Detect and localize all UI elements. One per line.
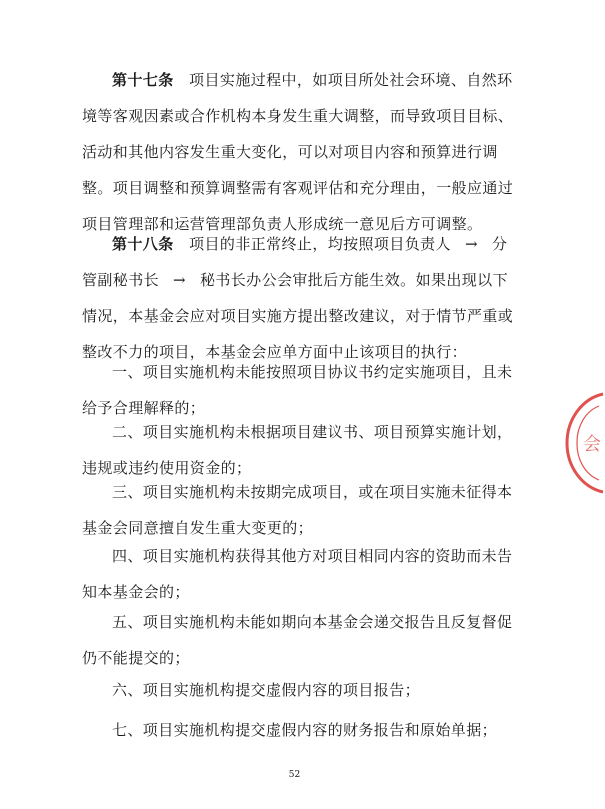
article-18-text-3: 管副秘书长 xyxy=(82,271,160,289)
article-18-text-4: 秘书长办公会审批后方能生效。如果出现以下 xyxy=(199,271,508,289)
article-17-line-3: 活动和其他内容发生重大变化，可以对项目内容和预算进行调 xyxy=(82,143,498,161)
item-7-line-1: 七、项目实施机构提交虚假内容的财务报告和原始单据； xyxy=(112,721,498,739)
article-17-line-5: 项目管理部和运营管理部负责人形成统一意见后方可调整。 xyxy=(82,215,483,233)
item-3-line-1: 三、项目实施机构未按期完成项目，或在项目实施未征得本 xyxy=(112,483,513,501)
article-17-heading: 第十七条 xyxy=(112,71,174,89)
item-1-line-1: 一、项目实施机构未能按照项目协议书约定实施项目，且未 xyxy=(112,363,513,381)
article-18-heading: 第十八条 xyxy=(112,235,174,253)
arrow-icon: → xyxy=(173,271,186,289)
item-4-line-2: 知本基金会的； xyxy=(82,583,190,601)
item-6 xyxy=(82,672,512,708)
article-18-text-1: 项目的非正常终止，均按照项目负责人 xyxy=(189,235,451,253)
item-6-line-1: 六、项目实施机构提交虚假内容的项目报告； xyxy=(112,681,421,699)
item-5-line-1: 五、项目实施机构未能如期向本基金会递交报告且反复督促 xyxy=(112,613,513,631)
item-7 xyxy=(82,712,512,748)
item-1-line-2: 给予合理解释的； xyxy=(82,399,206,417)
item-3-line-2: 基金会同意擅自发生重大变更的； xyxy=(82,519,314,537)
article-18-line-2 xyxy=(82,262,512,298)
article-18-line-4: 整改不力的项目，本基金会应单方面中止该项目的执行： xyxy=(82,343,468,361)
seal-stamp-icon xyxy=(555,388,605,498)
item-3 xyxy=(82,474,512,546)
article-17-text: 项目实施过程中，如项目所处社会环境、自然环 xyxy=(189,71,513,89)
article-18-line-1 xyxy=(82,226,512,262)
article-18 xyxy=(82,226,512,370)
article-18-line-3: 情况，本基金会应对项目实施方提出整改建议，对于情节严重或 xyxy=(82,307,514,325)
article-17-line-2: 境等客观因素或合作机构本身发生重大调整，而导致项目目标、 xyxy=(82,107,514,125)
article-17 xyxy=(82,62,512,242)
article-17-line-1 xyxy=(82,62,512,98)
item-2-line-1: 二、项目实施机构未根据项目建议书、项目预算实施计划， xyxy=(112,423,513,441)
article-17-line-4: 整。项目调整和预算调整需有客观评估和充分理由，一般应通过 xyxy=(82,179,514,197)
item-5-line-2: 仍不能提交的； xyxy=(82,649,190,667)
page-number: 52 xyxy=(288,770,301,780)
item-2-line-2: 违规或违约使用资金的； xyxy=(82,459,252,477)
item-4 xyxy=(82,538,512,610)
arrow-icon: → xyxy=(464,235,478,253)
item-5 xyxy=(82,604,512,676)
item-4-line-1: 四、项目实施机构获得其他方对项目相同内容的资助而未告 xyxy=(112,547,513,565)
seal-text: 会 xyxy=(583,434,601,455)
article-18-text-2: 分 xyxy=(491,235,508,253)
